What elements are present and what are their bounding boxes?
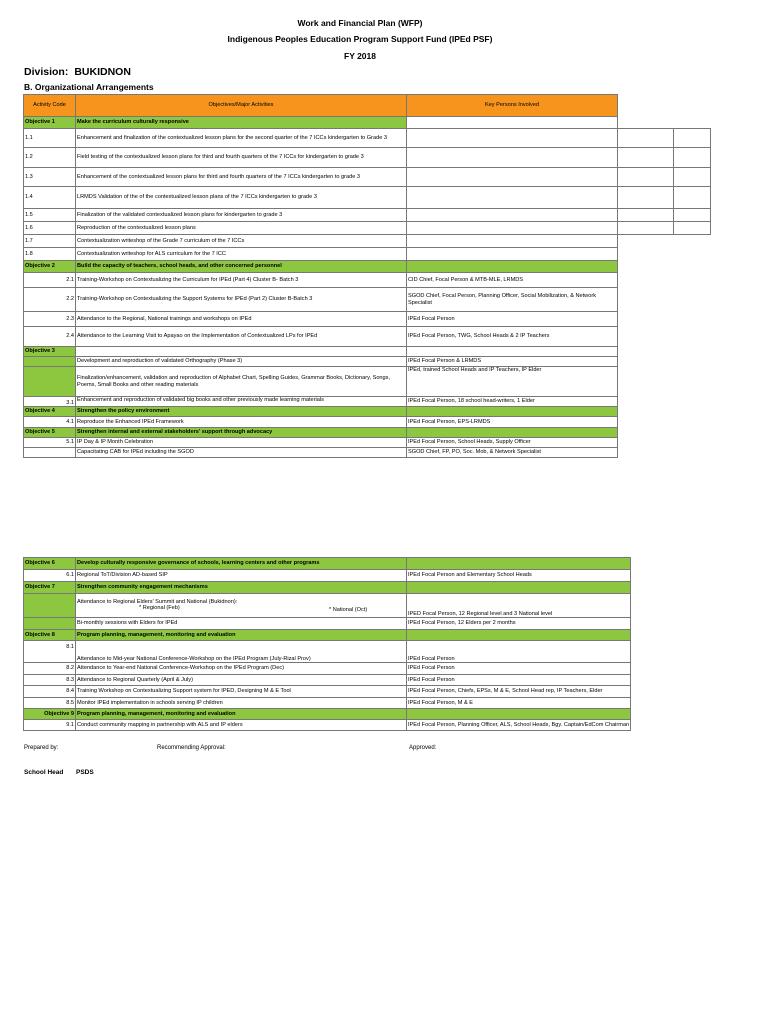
table-row: 1.6 Reproduction of the contextualized lesson plans [24,222,711,235]
table-row: 1.5 Finalization of the validated contextualized lesson plans for kindergarten to grade 3 [24,209,711,222]
table-row: 2.3 Attendance to the Regional, National trainings and workshops on IPEd IPEd Focal Person [24,312,711,327]
table-row: 5.1 IP Day & IP Month Celebration IPEd Focal Person, School Heads, Supply Officer [24,438,711,448]
wfp-table-1 [23,94,711,458]
objective-row: Objective 5 Strengthen internal and external stakeholders' support through advocacy [24,428,711,438]
table-row: 1.8 Contextualization writeshop for ALS curriculum for the 7 ICC [24,248,711,261]
fiscal-year: FY 2018 [344,51,376,61]
division-label: Division: [24,66,69,78]
objective-row: Objective 2 Build the capacity of teachers, school heads, and other concerned personnel [24,261,711,273]
col-activities: Objectives/Major Activities [76,95,407,117]
table-row: 1.2 Field testing of the contextualized lesson plans for third and fourth quarters of the 7 ICCs for kindergarten to grade 3 [24,148,711,168]
table-row: 1.7 Contextualization writeshop of the Grade 7 curriculum of the 7 ICCs [24,235,711,248]
table-row: 8.1 Attendance to Mid-year National Conference-Workshop on the IPEd Program (July-Rizal Prov) IPEd Focal Person [24,641,631,663]
table-row: Development and reproduction of validated Orthography (Phase 3) IPEd Focal Person & LRMDS [24,357,711,367]
table-row: Capacitating CAB for IPEd including the SGOD SGOD Chief, FP, PO, Soc. Mob, & Network Specialist [24,448,711,458]
table-row: 4.1 Reproduce the Enhanced IPEd Framework IPEd Focal Person, EPS-LRMDS [24,417,711,428]
wfp-table-2 [23,557,631,731]
table-row: 9.1 Conduct community mapping in partnership with ALS and IP elders IPEd Focal Person, Planning Officer, ALS, School Heads, Bgy. Captain/EdCom Chairman [24,720,631,731]
table-row: Attendance to Regional Elders' Summit and National (Bukidnon): * Regional (Feb) * National (Oct) IPED Focal Person, 12 Regional level and 3 National level [24,594,631,618]
col-key-persons: Key Persons Involved [407,95,618,117]
doc-subtitle: Indigenous Peoples Education Program Support Fund (IPEd PSF) [227,34,493,44]
table-row: 6.1 Regional ToT/Division AD-based SIP IPEd Focal Person and Elementary School Heads [24,570,631,582]
objective-row: Objective 4 Strengthen the policy environment [24,407,711,417]
table-row: 2.1 Training-Workshop on Contextualizing the Curriculum for IPEd (Part 4) Cluster B- Batch 3 CID Chief, Focal Person & MTB-MLE, LRMDS [24,273,711,288]
school-head-label: School Head [24,769,64,776]
table-header-row [24,95,711,117]
table-row: Finalization/enhancement, validation and reproduction of Alphabet Chart, Spelling Guides, Grammar Books, Dictionary, Songs, Poems, Small Books and other reading materials IPEd, trained School Heads and IP Teachers, IP Elder [24,367,711,397]
table-row: 8.2 Attendance to Year-end National Conference-Workshop on the IPEd Program (Dec) IPEd Focal Person [24,663,631,675]
table-row: 1.1 Enhancement and finalization of the contextualized lesson plans for the second quarter of the 7 ICCs kindergarten to Grade 3 [24,129,711,148]
objective-row: Objective 8 Program planning, management, monitoring and evaluation [24,630,631,641]
objective-row: Objective 7 Strengthen community engagement mechanisms [24,582,631,594]
division-value: BUKIDNON [74,66,131,78]
table-row: 8.4 Training Workshop on Contextualizing Support system for IPED, Designing M & E Tool IPEd Focal Person, Chiefs, EPSs, M & E, School Head rep, IP Teachers, Elder [24,686,631,698]
psds-label: PSDS [76,769,94,776]
table-row: Bi-monthly sessions with Elders for IPEd IPEd Focal Person, 12 Elders per 2 months [24,618,631,630]
table-row: 1.3 Enhancement of the contextualized lesson plans for third and fourth quarters of the 7 ICCs kindergarten to grade 3 [24,168,711,187]
division-line [24,66,131,78]
objective-row: Objective 9 Program planning, management, monitoring and evaluation [24,709,631,720]
objective-row: Objective 3 [24,347,711,357]
table-row: 8.3 Attendance to Regional Quarterly (April & July) IPEd Focal Person [24,675,631,686]
recommending-approval-label: Recommending Approval: [157,745,226,751]
table-row: 1.4 LRMDS Validation of the of the contextualized lesson plans of the 7 ICCs kindergarten to grade 3 [24,187,711,209]
table-row: 8.5 Monitor IPEd implementation in schools serving IP children IPEd Focal Person, M & E [24,698,631,709]
doc-title: Work and Financial Plan (WFP) [297,18,423,28]
objective-row: Objective 6 Develop culturally responsive governance of schools, learning centers and other programs [24,558,631,570]
objective-row: Objective 1 Make the curriculum culturally responsive [24,117,711,129]
table-row: 3.1 Enhancement and reproduction of validated big books and other previously made learning materials IPEd Focal Person, 18 school head-writers, 1 Elder [24,397,711,407]
prepared-by-label: Prepared by: [24,745,59,751]
col-activity-code: Activity Code [24,95,76,117]
section-title: B. Organizational Arrangements [24,82,154,92]
table-row: 2.4 Attendance to the Learning Visit to Apayao on the Implementation of Contextualized LPs for IPEd IPEd Focal Person, TWG, School Heads & 2 IP Teachers [24,327,711,347]
approved-label: Approved: [409,745,437,751]
table-row: 2.2 Training-Workshop on Contextualizing the Support Systems for IPEd (Part 2) Cluster B-Batch 3 SGOD Chief, Focal Person, Planning Officer, Social Mobilization, & Network Specialist [24,288,711,312]
